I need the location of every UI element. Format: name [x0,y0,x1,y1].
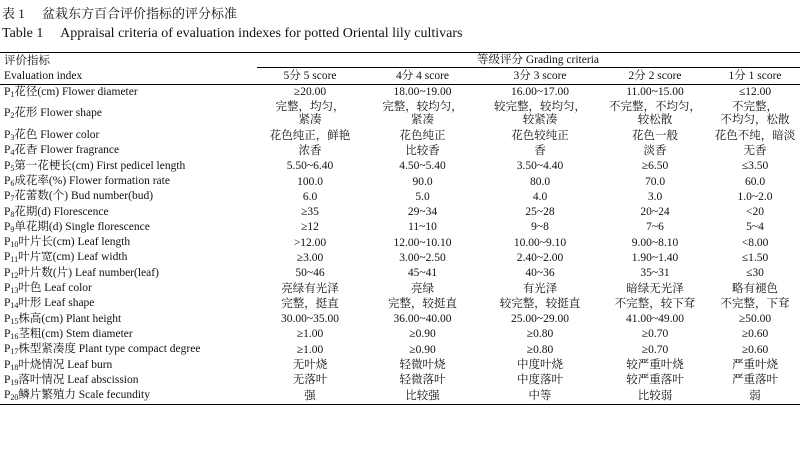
index-cell [0,205,255,220]
score-4-cell: 18.00~19.00 [393,86,452,99]
index-cell [0,358,255,373]
score-2-cell: 11.00~15.00 [626,86,684,99]
index-prefix: P [4,297,11,310]
table-body [0,85,800,405]
index-label: 叶片宽(cm) Leaf width [18,251,128,264]
score-2-cell: 比较弱 [600,388,710,404]
index-label: 花期(d) Florescence [14,205,109,218]
score-3-cell: 9~8 [531,221,549,234]
score-2-cell: 不完整，不均匀， 较松散 [609,101,701,127]
score-1-cell: ≤30 [746,267,764,280]
score-3-cell: 中度叶烧 [517,359,563,372]
score-5-cell: 花色纯正，鲜艳 [269,129,351,142]
index-number: 3 [10,133,15,143]
score-5-cell: ≥20.00 [293,86,327,99]
score-3-cell: 中等 [480,388,600,404]
score-2-cell: 9.00~8.10 [631,236,679,249]
score-4-cell: 11~10 [408,221,437,234]
score-1-cell: 不完整，下耷 [720,297,790,310]
score-3-cell: 花色较纯正 [511,129,569,142]
score-3-cell: 2.40~2.00 [516,252,564,264]
header-score-1: 1分 1 score [710,69,800,85]
index-label: 叶形 Leaf shape [18,297,95,310]
score-4-cell: 3.00~2.50 [399,252,446,264]
table-row [0,358,800,373]
index-cell [0,144,255,159]
table-label-en: Table 1 [2,26,44,41]
index-number: 11 [10,255,19,265]
score-3-cell: 3.50~4.40 [516,160,564,173]
score-1-cell: ≥0.60 [741,328,769,341]
score-1-cell: ≤12.00 [738,86,772,99]
index-cell [0,327,255,342]
index-number: 7 [10,194,15,204]
score-5-cell: 完整，均匀， 紧凑 [275,101,345,127]
index-number: 20 [10,393,19,403]
score-3-cell: 25~28 [525,206,555,219]
index-number: 6 [10,178,15,188]
index-label: 茎粗(cm) Stem diameter [18,327,133,340]
criteria-table [0,52,800,405]
table-row [0,159,800,174]
score-1-cell: 略有褪色 [732,282,779,295]
score-4-cell: 花色纯正 [399,129,446,142]
index-cell [0,373,255,388]
index-number: 18 [10,362,19,372]
header-index-en: Evaluation index [0,69,255,85]
score-5-cell: 30.00~35.00 [281,313,339,326]
index-number: 14 [10,301,19,311]
grading-label: 等级评分 Grading criteria [257,54,800,69]
index-number: 5 [10,163,15,173]
score-2-cell: 暗绿无光泽 [626,282,684,295]
score-4-cell: 亮绿 [411,282,434,295]
index-label: 花色 Flower color [14,129,100,142]
score-3-cell: 16.00~17.00 [511,86,569,99]
header-row-1 [0,53,800,70]
score-2-cell: 3.0 [647,190,663,203]
index-label: 第一花梗长(cm) First pedicel length [14,159,186,172]
score-1-cell: 严重落叶 [732,374,779,387]
index-prefix: P [4,174,11,187]
score-5-cell: ≥3.00 [296,252,324,264]
header-index-cn: 评价指标 [0,53,255,70]
score-2-cell: 20~24 [640,206,670,219]
index-label: 叶片长(cm) Leaf length [18,236,131,249]
index-cell [0,297,255,312]
index-prefix: P [4,190,11,203]
index-number: 10 [10,240,19,250]
index-label: 株型紧凑度 Plant type compact degree [18,343,201,356]
table-row [0,312,800,327]
index-prefix: P [4,159,11,172]
table-label-cn: 表 1 [2,6,25,21]
index-cell [0,159,255,174]
index-label: 株高(cm) Plant height [18,312,122,325]
score-4-cell: 完整，较均匀， 紧凑 [382,101,463,127]
score-4-cell: 45~41 [407,267,438,280]
table-row [0,144,800,159]
score-5-cell: ≥1.00 [296,343,324,356]
score-5-cell: 100.0 [297,175,323,188]
score-5-cell: ≥1.00 [296,328,324,341]
index-prefix: P [4,282,11,295]
index-label: 花形 Flower shape [14,106,102,119]
score-2-cell: ≥0.70 [641,328,669,341]
score-4-cell: 90.0 [412,175,433,188]
index-label: 花径(cm) Flower diameter [14,85,138,98]
index-cell [0,128,255,143]
table-row [0,388,800,404]
table-title-cn: 盆栽东方百合评价指标的评分标准 [42,6,238,21]
score-2-cell: 较严重叶烧 [626,359,684,372]
index-prefix: P [4,144,11,157]
index-cell [0,235,255,250]
score-3-cell: 有光泽 [522,282,558,295]
header-score-5: 5分 5 score [255,69,365,85]
index-prefix: P [4,373,11,386]
index-number: 9 [10,224,15,234]
index-cell [0,189,255,204]
score-4-cell: 轻微落叶 [399,374,446,387]
index-label: 单花期(d) Single florescence [14,220,150,233]
index-prefix: P [4,389,11,402]
index-number: 19 [10,377,19,387]
score-4-cell: 12.00~10.10 [393,236,452,249]
score-1-cell: 60.0 [744,175,766,188]
table-row [0,266,800,281]
header-score-3: 3分 3 score [480,69,600,85]
score-1-cell: 弱 [710,388,800,404]
score-4-cell: 36.00~40.00 [393,313,452,326]
score-2-cell: 70.0 [644,175,666,188]
score-5-cell: 50~46 [295,267,325,280]
score-5-cell: ≥12 [301,221,319,234]
table-title-en: Appraisal criteria of evaluation indexes for potted Oriental lily cultivars [60,26,463,41]
index-label: 叶片数(片) Leaf number(leaf) [18,266,159,279]
score-5-cell: 6.0 [302,190,318,203]
table-row [0,174,800,189]
index-prefix: P [4,251,11,264]
table-row [0,100,800,128]
index-prefix: P [4,327,11,340]
table-row [0,342,800,357]
score-1-cell: 花色不纯，暗淡 [714,129,796,142]
index-prefix: P [4,205,11,218]
score-1-cell: ≤1.50 [741,252,769,264]
index-prefix: P [4,266,11,279]
score-2-cell: 41.00~49.00 [626,313,684,326]
index-cell [0,312,255,327]
score-3-cell: 中度落叶 [517,374,563,387]
index-cell [0,251,255,266]
score-2-cell: 花色一般 [632,129,678,142]
table-row [0,189,800,204]
score-3-cell: ≥0.80 [526,343,554,356]
header-row-2 [0,69,800,85]
score-4-cell: ≥0.90 [409,343,436,356]
index-cell [0,281,255,296]
table-caption-cn [2,3,237,22]
index-prefix: P [4,343,11,356]
score-1-cell: 严重叶烧 [732,359,779,372]
index-prefix: P [4,106,11,119]
index-number: 12 [10,270,19,280]
score-3-cell: 80.0 [529,175,551,188]
index-number: 4 [10,148,15,158]
score-2-cell: ≥0.70 [641,343,669,356]
score-2-cell: 35~31 [640,267,670,280]
index-label: 花蕾数(个) Bud number(bud) [14,190,154,203]
score-4-cell: ≥0.90 [409,328,436,341]
index-prefix: P [4,129,11,142]
score-5-cell: ≥35 [301,206,319,219]
score-5-cell: 无落叶 [292,374,328,387]
score-4-cell: 4.50~5.40 [399,160,446,173]
score-1-cell: <8.00 [741,236,769,249]
header-score-4: 4分 4 score [365,69,480,85]
score-5-cell: 无叶烧 [292,359,328,372]
score-4-cell: 比较香 [405,144,440,157]
score-2-cell: 淡香 [643,144,667,157]
score-3-cell: 25.00~29.00 [511,313,569,326]
score-5-cell: 完整，挺直 [281,297,339,310]
score-1-cell: ≥50.00 [738,313,772,326]
index-cell [0,85,255,101]
score-5-cell: 亮绿有光泽 [281,282,339,295]
table-caption-en [2,26,463,42]
score-1-cell: <20 [746,206,765,219]
index-number: 17 [10,347,19,357]
score-4-cell: 29~34 [407,206,438,219]
score-4-cell: 比较强 [365,388,480,404]
table-row [0,297,800,312]
score-4-cell: 5.0 [415,190,430,203]
index-cell [0,342,255,357]
score-1-cell: 无香 [743,144,767,157]
score-2-cell: 1.90~1.40 [631,252,679,264]
index-number: 13 [10,286,19,296]
score-3-cell: 4.0 [532,190,548,203]
table-row [0,373,800,388]
index-prefix: P [4,236,11,249]
score-5-cell: >12.00 [293,236,327,249]
table-row [0,128,800,143]
table-row [0,220,800,235]
index-number: 8 [10,209,15,219]
score-3-cell: 较完整，较挺直 [499,297,581,310]
score-2-cell: 7~6 [646,221,664,234]
score-2-cell: 较严重落叶 [626,374,684,387]
score-5-cell: 浓香 [298,144,322,157]
score-1-cell: ≥0.60 [741,343,769,356]
score-2-cell: 不完整，较下耷 [614,297,696,310]
table-row [0,281,800,296]
score-5-cell: 5.50~6.40 [286,160,334,173]
index-number: 15 [10,316,19,326]
table-row [0,235,800,250]
index-number: 2 [10,110,15,120]
score-3-cell: ≥0.80 [526,328,554,341]
score-4-cell: 完整，较挺直 [388,297,457,310]
index-prefix: P [4,358,11,371]
score-5-cell: 强 [255,388,365,404]
index-prefix: P [4,220,11,233]
index-label: 叶烧情况 Leaf burn [18,358,113,371]
index-label: 花香 Flower fragrance [14,144,120,157]
score-4-cell: 轻微叶烧 [399,359,446,372]
score-3-cell: 10.00~9.10 [513,236,567,249]
score-1-cell: 不完整， 不均匀，松散 [720,101,790,127]
index-cell [0,220,255,235]
index-cell [0,266,255,281]
index-label: 鳞片繁殖力 Scale fecundity [18,389,150,402]
index-cell [0,100,255,128]
score-2-cell: ≥6.50 [641,160,669,173]
header-score-2: 2分 2 score [600,69,710,85]
header-grading-criteria [255,53,800,70]
index-number: 16 [10,331,19,341]
index-number: 1 [10,89,15,99]
score-1-cell: 5~4 [746,221,764,234]
table-row [0,205,800,220]
table-row [0,251,800,266]
index-cell [0,174,255,189]
score-1-cell: 1.0~2.0 [737,190,773,203]
score-3-cell: 香 [534,144,546,157]
index-prefix: P [4,312,11,325]
table-row [0,327,800,342]
index-cell [0,388,255,404]
score-3-cell: 较完整，较均匀， 较紧凑 [494,101,586,127]
table-row [0,85,800,101]
index-label: 叶色 Leaf color [18,282,92,295]
index-label: 落叶情况 Leaf abscission [18,373,139,386]
index-prefix: P [4,85,11,98]
index-label: 成花率(%) Flower formation rate [14,174,170,187]
score-1-cell: ≤3.50 [741,160,769,173]
score-3-cell: 40~36 [525,267,555,280]
